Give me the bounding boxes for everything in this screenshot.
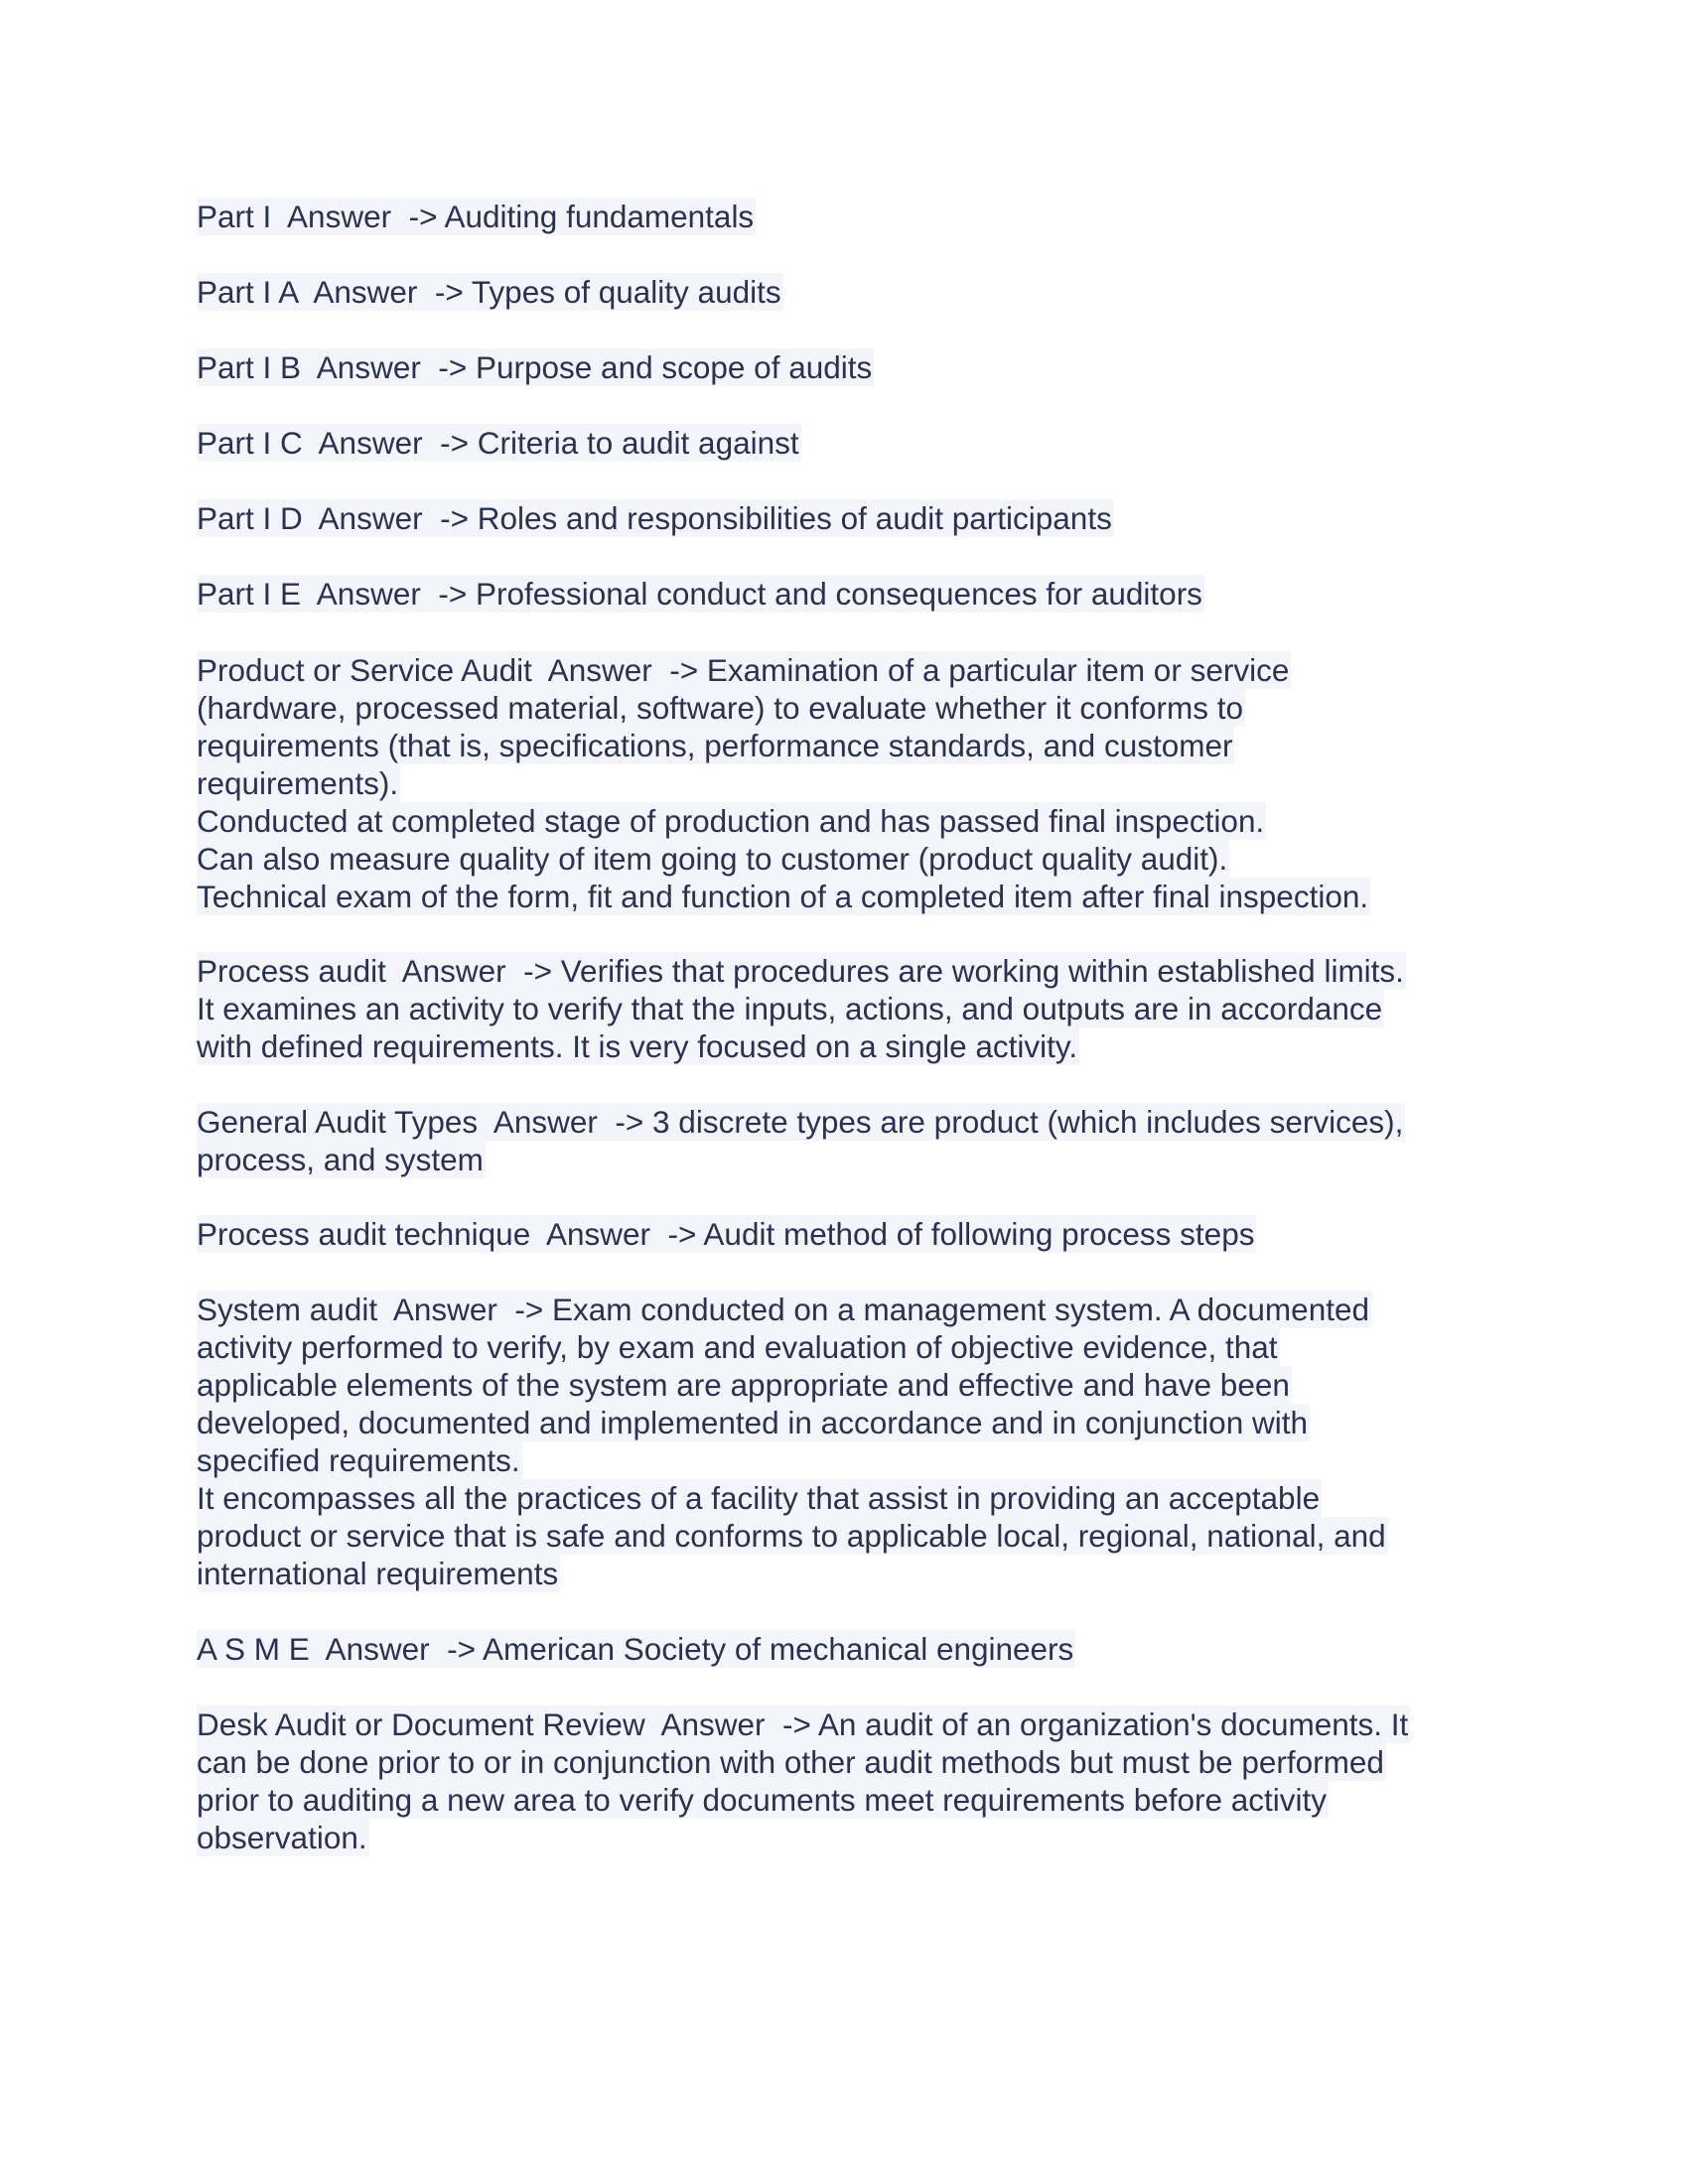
text-line-content: General Audit Types Answer -> 3 discrete types are product (which includes services), <box>197 1104 1404 1140</box>
text-line-content: specified requirements. <box>197 1442 520 1478</box>
text-line-content: with defined requirements. It is very focused on a single activity. <box>197 1028 1078 1064</box>
text-line <box>197 424 801 462</box>
text-line <box>197 1479 1388 1517</box>
flashcard-paragraph <box>197 1630 1075 1668</box>
text-line-content: product or service that is safe and conforms to applicable local, regional, national, and <box>197 1518 1386 1554</box>
text-line <box>197 348 874 386</box>
text-line <box>197 1328 1388 1366</box>
flashcard-paragraph <box>197 273 783 311</box>
text-line <box>197 1743 1410 1781</box>
text-line-content: It encompasses all the practices of a facility that assist in providing an acceptable <box>197 1480 1321 1516</box>
flashcard-paragraph <box>197 424 801 462</box>
text-line <box>197 1706 1410 1743</box>
text-line <box>197 1630 1075 1668</box>
text-line-content: applicable elements of the system are appropriate and effective and have been <box>197 1367 1290 1403</box>
text-line <box>197 727 1370 764</box>
text-line <box>197 802 1370 840</box>
text-line-content: Conducted at completed stage of production and has passed final inspection. <box>197 803 1265 839</box>
text-line-content: observation. <box>197 1820 367 1855</box>
text-line-content: System audit Answer -> Exam conducted on a management system. A documented <box>197 1292 1370 1327</box>
text-line <box>197 273 783 311</box>
flashcard-paragraph <box>197 1291 1388 1592</box>
text-line <box>197 764 1370 802</box>
text-line <box>197 1141 1405 1178</box>
text-line-content: Process audit Answer -> Verifies that procedures are working within established limits. <box>197 953 1404 989</box>
text-line-content: can be done prior to or in conjunction with other audit methods but must be performed <box>197 1744 1384 1780</box>
text-line-content: Desk Audit or Document Review Answer -> An audit of an organization's documents. It <box>197 1706 1409 1742</box>
text-line <box>197 878 1370 915</box>
text-line <box>197 1027 1406 1065</box>
flashcard-paragraph <box>197 1215 1256 1253</box>
text-line <box>197 1819 1410 1856</box>
text-line <box>197 499 1114 537</box>
text-line-content: It examines an activity to verify that the inputs, actions, and outputs are in accordance <box>197 991 1383 1026</box>
text-line-content: Technical exam of the form, fit and function of a completed item after final inspection. <box>197 879 1369 914</box>
text-line <box>197 651 1370 689</box>
text-line-content: Product or Service Audit Answer -> Examination of a particular item or service <box>197 652 1290 688</box>
flashcard-paragraph <box>197 1706 1410 1856</box>
text-line-content: Can also measure quality of item going to customer (product quality audit). <box>197 841 1228 877</box>
text-line-content: Part I B Answer -> Purpose and scope of audits <box>197 349 873 385</box>
text-line-content: Part I A Answer -> Types of quality audits <box>197 274 781 310</box>
text-line <box>197 1103 1405 1141</box>
text-line-content: Part I E Answer -> Professional conduct and consequences for auditors <box>197 576 1202 612</box>
text-line-content: (hardware, processed material, software) to evaluate whether it conforms to <box>197 690 1243 726</box>
text-line-content: requirements). <box>197 765 399 801</box>
text-line-content: process, and system <box>197 1142 484 1177</box>
flashcard-paragraph <box>197 1103 1405 1178</box>
flashcard-paragraph <box>197 499 1114 537</box>
text-line <box>197 990 1406 1027</box>
text-line <box>197 1404 1388 1441</box>
text-line <box>197 575 1204 613</box>
text-line-content: international requirements <box>197 1556 559 1591</box>
text-line-content: activity performed to verify, by exam and evaluation of objective evidence, that <box>197 1329 1278 1365</box>
text-line <box>197 1215 1256 1253</box>
text-line-content: A S M E Answer -> American Society of mechanical engineers <box>197 1631 1074 1667</box>
text-line <box>197 1517 1388 1555</box>
text-line-content: Part I D Answer -> Roles and responsibilities of audit participants <box>197 500 1112 536</box>
text-line <box>197 1555 1388 1592</box>
text-line-content: prior to auditing a new area to verify documents meet requirements before activity <box>197 1782 1328 1818</box>
text-line <box>197 840 1370 878</box>
text-line-content: Part I C Answer -> Criteria to audit against <box>197 425 799 461</box>
text-line-content: Part I Answer -> Auditing fundamentals <box>197 199 755 234</box>
flashcard-paragraph <box>197 952 1406 1065</box>
text-line <box>197 198 756 235</box>
flashcard-paragraph <box>197 198 756 235</box>
text-line-content: requirements (that is, specifications, performance standards, and customer <box>197 728 1233 763</box>
flashcard-paragraph <box>197 575 1204 613</box>
text-line <box>197 1441 1388 1479</box>
text-line <box>197 1366 1388 1404</box>
flashcard-paragraph <box>197 348 874 386</box>
text-line <box>197 952 1406 990</box>
text-line <box>197 1291 1388 1328</box>
text-line <box>197 1781 1410 1819</box>
text-line-content: developed, documented and implemented in accordance and in conjunction with <box>197 1405 1308 1440</box>
text-line-content: Process audit technique Answer -> Audit method of following process steps <box>197 1216 1255 1252</box>
text-line <box>197 689 1370 727</box>
flashcard-paragraph <box>197 651 1370 915</box>
